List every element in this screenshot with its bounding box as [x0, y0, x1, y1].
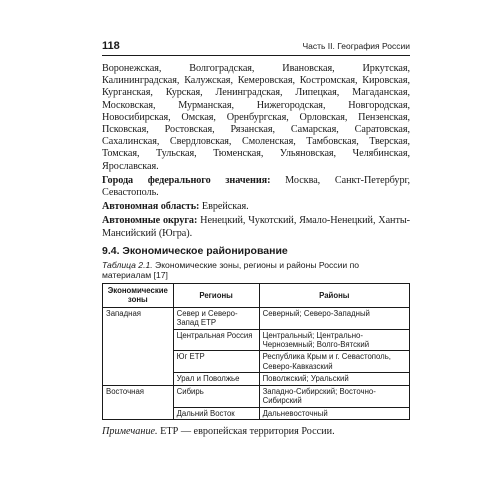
page-header [102, 36, 410, 56]
region-cell: Центральная Россия [173, 329, 259, 351]
header-regions: Регионы [173, 284, 259, 308]
table-note [102, 426, 410, 438]
note-label: Примечание. [102, 425, 158, 437]
economic-zones-table [102, 283, 410, 420]
page-number: 118 [102, 40, 120, 52]
note-text: ЕТР — европейская территория России. [157, 425, 335, 437]
regions-list-paragraph: Воронежская, Волгоградская, Ивановская, Иркутская, Калининградская, Калужская, Кемеровская, Костромская, Кировская, Курганская, Курская, Ленинградская, Липецкая, Магаданская, Московская, Мурманская, Нижегородская, Новгородская, Новосибирская, Омская, Оренбургская, Орловская, Пензенская, Псковская, Ростовская, Рязанская, Самарская, Саратовская, Сахалинская, Свердловская, Смоленская, Тамбовская, Тверская, Томская, Тульская, Тюменская, Ульяновская, Челябинская, Ярославская. [102, 63, 410, 172]
table-row [103, 307, 410, 329]
header-districts: Районы [259, 284, 409, 308]
table-caption-text: Экономические зоны, регионы и районы России по материалам [17] [102, 259, 360, 281]
federal-cities-paragraph [102, 175, 410, 199]
federal-cities-label: Города федерального значения: [102, 174, 271, 186]
table-caption [102, 260, 410, 281]
header-zones: Экономические зоны [103, 284, 174, 308]
districts-cell: Поволжский; Уральский [259, 373, 409, 385]
federal-cities-text: Москва, Санкт-Петербург, Севастополь. [102, 174, 410, 199]
table-caption-label: Таблица 2.1. [102, 259, 153, 270]
districts-cell: Западно-Сибирский; Восточно-Сибирский [259, 385, 409, 407]
zone-cell: Западная [103, 307, 174, 385]
running-title: Часть II. География России [302, 41, 410, 51]
book-page [102, 36, 410, 448]
autonomous-oblast-text: Еврейская. [199, 201, 249, 213]
autonomous-okrugs-text: Ненецкий, Чукотский, Ямало-Ненецкий, Ханты-Мансийский (Югра). [102, 215, 410, 239]
autonomous-oblast-paragraph [102, 201, 410, 213]
districts-cell: Республика Крым и г. Севастополь, Северо-Кавказский [259, 351, 409, 373]
districts-cell: Дальневосточный [259, 407, 409, 419]
autonomous-okrugs-paragraph [102, 215, 410, 239]
region-cell: Юг ЕТР [173, 351, 259, 373]
region-cell: Сибирь [173, 385, 259, 407]
districts-cell: Центральный; Центрально-Черноземный; Волго-Вятский [259, 329, 409, 351]
table-header-row [103, 284, 410, 308]
autonomous-oblast-label: Автономная область: [102, 201, 200, 213]
region-cell: Дальний Восток [173, 407, 259, 419]
zone-cell: Восточная [103, 385, 174, 419]
region-cell: Урал и Поволжье [173, 373, 259, 385]
section-heading: 9.4. Экономическое районирование [102, 244, 288, 257]
districts-cell: Северный; Северо-Западный [259, 307, 409, 329]
autonomous-okrugs-label: Автономные округа: [102, 215, 198, 227]
table-row [103, 385, 410, 407]
region-cell: Север и Северо-Запад ЕТР [173, 307, 259, 329]
